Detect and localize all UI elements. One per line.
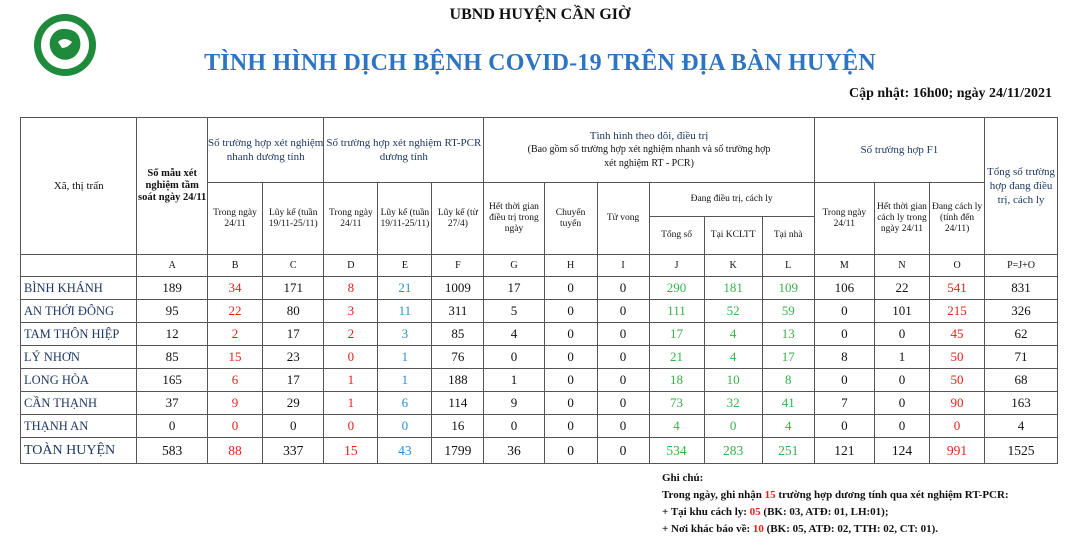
value-cell: 0: [597, 300, 649, 323]
value-cell: 0: [597, 369, 649, 392]
value-cell: 0: [597, 438, 649, 464]
value-cell: 62: [985, 323, 1058, 346]
sample-count-header: Số mẫu xét nghiệm tầm soát ngày 24/11: [137, 118, 208, 255]
value-cell: 85: [432, 323, 484, 346]
rapid-cumulative-header: Lũy kế (tuần 19/11-25/11): [263, 183, 324, 255]
value-cell: 95: [137, 300, 208, 323]
value-cell: 76: [432, 346, 484, 369]
value-cell: 283: [704, 438, 762, 464]
value-cell: 6: [208, 369, 263, 392]
total-row: [21, 438, 1058, 464]
value-cell: 124: [874, 438, 929, 464]
pcr-week-header: Lũy kế (tuần 19/11-25/11): [378, 183, 432, 255]
f1-done-header: Hết thời gian cách ly trong ngày 24/11: [874, 183, 929, 255]
organization-name: UBND HUYỆN CẦN GIỜ: [449, 6, 631, 23]
column-letter: G: [484, 255, 544, 277]
commune-name: TAM THÔN HIỆP: [21, 323, 137, 346]
value-cell: 85: [137, 346, 208, 369]
report-title: TÌNH HÌNH DỊCH BỆNH COVID-19 TRÊN ĐỊA BÀN HUYỆN: [204, 50, 876, 76]
f1-isolating-header: Đang cách ly (tính đến 24/11): [930, 183, 985, 255]
column-letter-row: [21, 255, 1058, 277]
value-cell: 101: [874, 300, 929, 323]
table-row: [21, 300, 1058, 323]
notes-heading: Ghi chú:: [662, 472, 704, 484]
value-cell: 1: [484, 369, 544, 392]
value-cell: 71: [985, 346, 1058, 369]
value-cell: 0: [484, 346, 544, 369]
value-cell: 831: [985, 277, 1058, 300]
value-cell: 52: [704, 300, 762, 323]
value-cell: 43: [378, 438, 432, 464]
value-cell: 3: [324, 300, 378, 323]
value-cell: 4: [484, 323, 544, 346]
value-cell: 541: [930, 277, 985, 300]
value-cell: 326: [985, 300, 1058, 323]
value-cell: 17: [263, 369, 324, 392]
notes-section: [662, 470, 1009, 538]
value-cell: 0: [597, 323, 649, 346]
value-cell: 1009: [432, 277, 484, 300]
value-cell: 17: [762, 346, 814, 369]
value-cell: 165: [137, 369, 208, 392]
rapid-today-header: Trong ngày 24/11: [208, 183, 263, 255]
monitoring-group-header: [484, 118, 814, 183]
column-letter: E: [378, 255, 432, 277]
value-cell: 15: [324, 438, 378, 464]
value-cell: 189: [137, 277, 208, 300]
value-cell: 0: [544, 392, 597, 415]
value-cell: 73: [649, 392, 704, 415]
value-cell: 12: [137, 323, 208, 346]
value-cell: 1: [324, 369, 378, 392]
column-letter: K: [704, 255, 762, 277]
value-cell: 9: [208, 392, 263, 415]
value-cell: 0: [597, 277, 649, 300]
value-cell: 0: [814, 369, 874, 392]
value-cell: 45: [930, 323, 985, 346]
value-cell: 0: [930, 415, 985, 438]
treating-total-header: Tổng số: [649, 217, 704, 255]
value-cell: 59: [762, 300, 814, 323]
value-cell: 18: [649, 369, 704, 392]
value-cell: 0: [263, 415, 324, 438]
column-letter: D: [324, 255, 378, 277]
treatment-done-header: Hết thời gian điều trị trong ngày: [484, 183, 544, 255]
value-cell: 13: [762, 323, 814, 346]
value-cell: 10: [704, 369, 762, 392]
value-cell: 1: [874, 346, 929, 369]
value-cell: 583: [137, 438, 208, 464]
column-letter: L: [762, 255, 814, 277]
value-cell: 5: [484, 300, 544, 323]
value-cell: 1525: [985, 438, 1058, 464]
value-cell: 0: [814, 323, 874, 346]
pcr-today-header: Trong ngày 24/11: [324, 183, 378, 255]
f1-group-header: Số trường hợp F1: [814, 118, 984, 183]
monitoring-group-title: Tình hình theo dõi, điều trị: [589, 130, 709, 142]
value-cell: 0: [874, 323, 929, 346]
value-cell: 4: [704, 323, 762, 346]
value-cell: 0: [208, 415, 263, 438]
commune-name: BÌNH KHÁNH: [21, 277, 137, 300]
commune-header: Xã, thị trấn: [21, 118, 137, 255]
value-cell: 6: [378, 392, 432, 415]
value-cell: 0: [597, 346, 649, 369]
value-cell: 8: [762, 369, 814, 392]
value-cell: 215: [930, 300, 985, 323]
value-cell: 0: [544, 346, 597, 369]
value-cell: 8: [814, 346, 874, 369]
value-cell: 1: [378, 369, 432, 392]
value-cell: 0: [544, 300, 597, 323]
value-cell: 0: [544, 323, 597, 346]
value-cell: 21: [378, 277, 432, 300]
value-cell: 0: [874, 392, 929, 415]
value-cell: 4: [649, 415, 704, 438]
value-cell: 50: [930, 369, 985, 392]
value-cell: 0: [597, 415, 649, 438]
column-letter: N: [874, 255, 929, 277]
value-cell: 0: [484, 415, 544, 438]
commune-name: AN THỚI ĐÔNG: [21, 300, 137, 323]
value-cell: 23: [263, 346, 324, 369]
pcr-cumulative-header: Lũy kế (từ 27/4): [432, 183, 484, 255]
transfer-header: Chuyển tuyến: [544, 183, 597, 255]
column-letter: H: [544, 255, 597, 277]
value-cell: 17: [263, 323, 324, 346]
value-cell: 4: [704, 346, 762, 369]
value-cell: 11: [378, 300, 432, 323]
table-row: [21, 323, 1058, 346]
f1-today-header: Trong ngày 24/11: [814, 183, 874, 255]
death-header: Tử vong: [597, 183, 649, 255]
column-letter: O: [930, 255, 985, 277]
column-letter: I: [597, 255, 649, 277]
value-cell: 106: [814, 277, 874, 300]
commune-name: LÝ NHƠN: [21, 346, 137, 369]
value-cell: 290: [649, 277, 704, 300]
value-cell: 17: [484, 277, 544, 300]
value-cell: 188: [432, 369, 484, 392]
value-cell: 0: [137, 415, 208, 438]
value-cell: 88: [208, 438, 263, 464]
value-cell: 0: [597, 392, 649, 415]
table-row: [21, 392, 1058, 415]
value-cell: 114: [432, 392, 484, 415]
value-cell: 7: [814, 392, 874, 415]
value-cell: 32: [704, 392, 762, 415]
column-letter: A: [137, 255, 208, 277]
value-cell: 90: [930, 392, 985, 415]
value-cell: 4: [762, 415, 814, 438]
value-cell: 9: [484, 392, 544, 415]
value-cell: 8: [324, 277, 378, 300]
column-letter: P=J+O: [985, 255, 1058, 277]
value-cell: 163: [985, 392, 1058, 415]
value-cell: 37: [137, 392, 208, 415]
notes-line-1: Trong ngày, ghi nhận 15 trường hợp dương tính qua xét nghiệm RT-PCR:: [662, 489, 1009, 501]
value-cell: 0: [324, 346, 378, 369]
table-row: [21, 369, 1058, 392]
value-cell: 3: [378, 323, 432, 346]
column-letter: B: [208, 255, 263, 277]
value-cell: 534: [649, 438, 704, 464]
commune-name: TOÀN HUYỆN: [21, 438, 137, 464]
value-cell: 4: [985, 415, 1058, 438]
value-cell: 0: [814, 300, 874, 323]
value-cell: 17: [649, 323, 704, 346]
value-cell: 50: [930, 346, 985, 369]
notes-line-3: + Nơi khác báo về: 10 (BK: 05, ATĐ: 02, TTH: 02, CT: 01).: [662, 523, 939, 535]
pcr-test-group-header: Số trường hợp xét nghiệm RT-PCR dương tính: [324, 118, 484, 183]
value-cell: 15: [208, 346, 263, 369]
value-cell: 181: [704, 277, 762, 300]
value-cell: 0: [814, 415, 874, 438]
value-cell: 337: [263, 438, 324, 464]
table-row: [21, 415, 1058, 438]
value-cell: 80: [263, 300, 324, 323]
value-cell: 1: [378, 346, 432, 369]
notes-line-2: + Tại khu cách ly: 05 (BK: 03, ATĐ: 01, LH:01);: [662, 506, 889, 518]
value-cell: 0: [874, 369, 929, 392]
value-cell: 2: [324, 323, 378, 346]
value-cell: 34: [208, 277, 263, 300]
value-cell: 36: [484, 438, 544, 464]
value-cell: 2: [208, 323, 263, 346]
value-cell: 0: [544, 369, 597, 392]
column-letter: J: [649, 255, 704, 277]
commune-name: THẠNH AN: [21, 415, 137, 438]
value-cell: 0: [544, 415, 597, 438]
value-cell: 251: [762, 438, 814, 464]
value-cell: 311: [432, 300, 484, 323]
treating-home-header: Tại nhà: [762, 217, 814, 255]
commune-name: CẦN THẠNH: [21, 392, 137, 415]
update-timestamp: Cập nhật: 16h00; ngày 24/11/2021: [848, 86, 1052, 101]
column-letter: C: [263, 255, 324, 277]
total-treating-header: Tổng số trường hợp đang điều trị, cách ly: [985, 118, 1058, 255]
treating-header: Đang điều trị, cách ly: [649, 183, 814, 217]
column-letter: F: [432, 255, 484, 277]
value-cell: 1799: [432, 438, 484, 464]
covid-statistics-table: [20, 117, 1058, 464]
treating-kcltt-header: Tại KCLTT: [704, 217, 762, 255]
value-cell: 111: [649, 300, 704, 323]
value-cell: 0: [544, 277, 597, 300]
value-cell: 0: [324, 415, 378, 438]
value-cell: 121: [814, 438, 874, 464]
column-letter: M: [814, 255, 874, 277]
value-cell: 22: [874, 277, 929, 300]
value-cell: 29: [263, 392, 324, 415]
monitoring-group-note: (Bao gồm số trường hợp xét nghiệm nhanh và số trường hợp xét nghiệm RT - PCR): [527, 144, 771, 169]
value-cell: 0: [378, 415, 432, 438]
value-cell: 41: [762, 392, 814, 415]
value-cell: 16: [432, 415, 484, 438]
commune-name: LONG HÒA: [21, 369, 137, 392]
table-row: [21, 346, 1058, 369]
value-cell: 68: [985, 369, 1058, 392]
value-cell: 1: [324, 392, 378, 415]
value-cell: 991: [930, 438, 985, 464]
value-cell: 0: [544, 438, 597, 464]
table-row: [21, 277, 1058, 300]
rapid-test-group-header: Số trường hợp xét nghiệm nhanh dương tính: [208, 118, 324, 183]
value-cell: 171: [263, 277, 324, 300]
value-cell: 22: [208, 300, 263, 323]
value-cell: 0: [874, 415, 929, 438]
value-cell: 109: [762, 277, 814, 300]
value-cell: 21: [649, 346, 704, 369]
value-cell: 0: [704, 415, 762, 438]
